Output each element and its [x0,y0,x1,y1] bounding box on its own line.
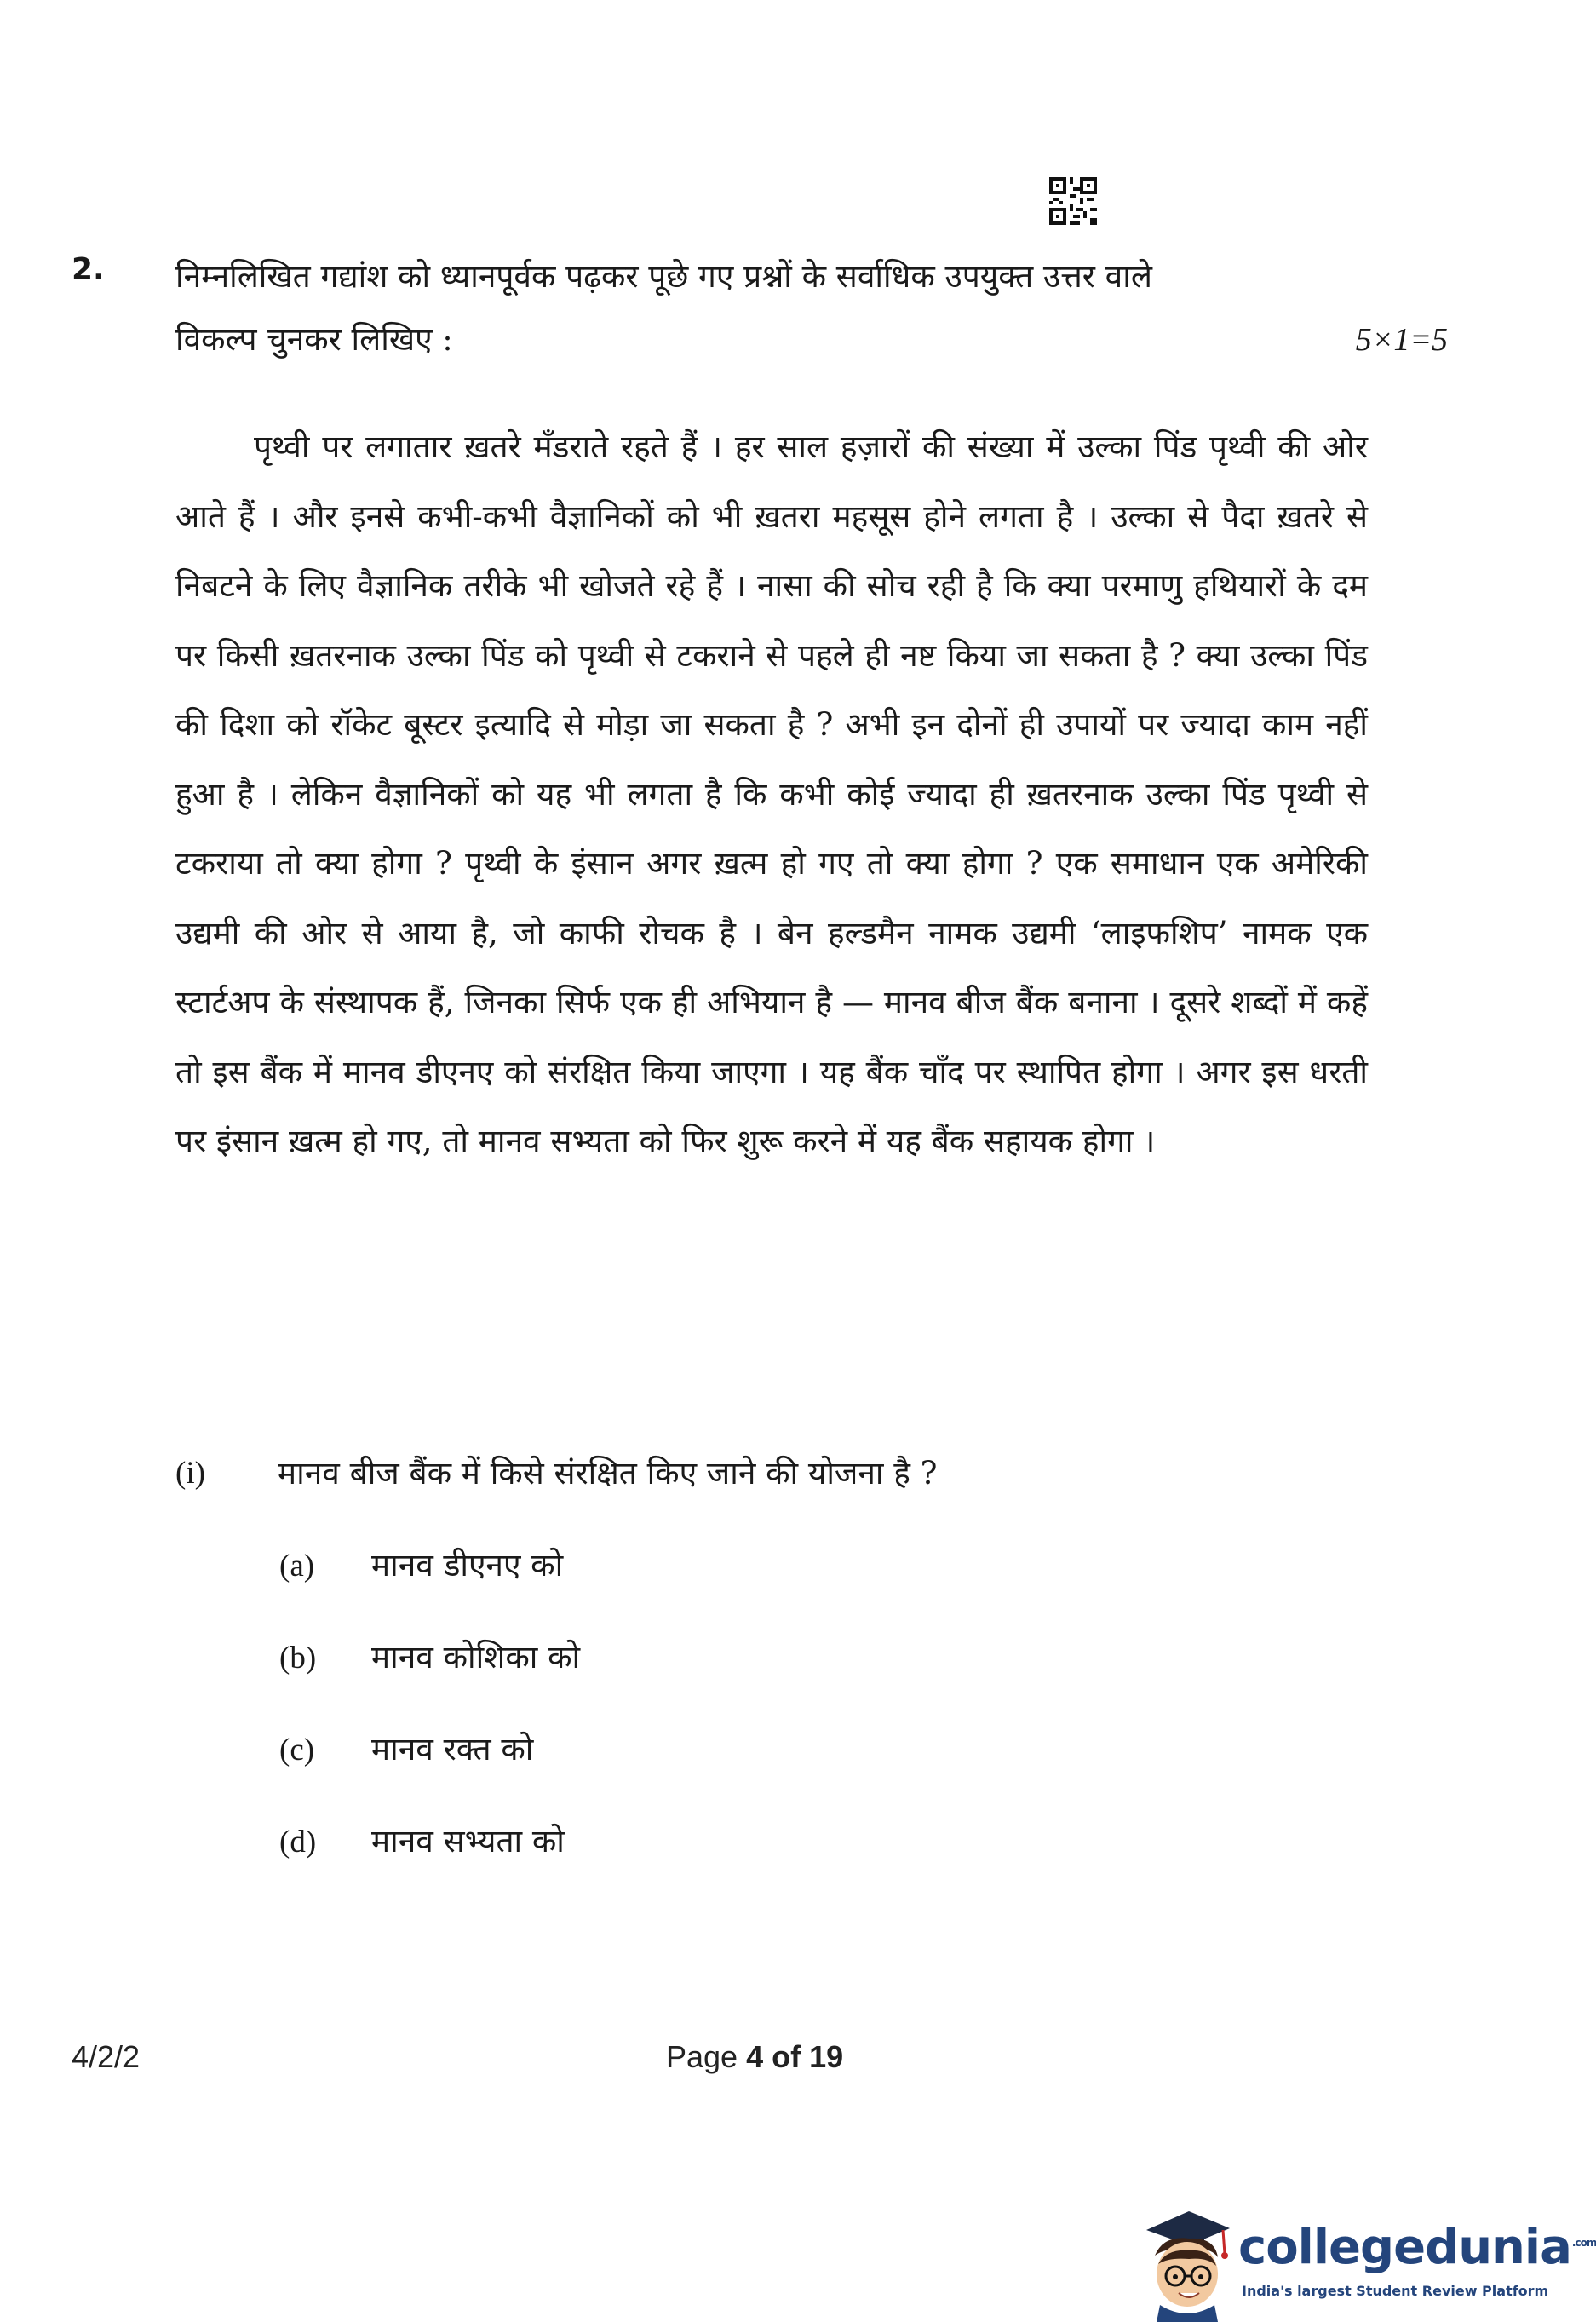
question-number: 2. [72,252,105,287]
option-text: मानव रक्त को [371,1731,534,1767]
brand-tagline: India's largest Student Review Platform [1242,2283,1549,2299]
brand-name [1238,2220,1596,2275]
sub-question-text: मानव बीज बैंक में किसे संरक्षित किए जाने की योजना है ? [278,1455,938,1491]
page-total: 19 [809,2039,844,2074]
passage-text: पृथ्वी पर लगातार ख़तरे मँडराते रहते हैं । हर साल हज़ारों की संख्या में उल्का पिंड पृथ्वी की ओर आते हैं । और इनसे कभी-कभी वैज्ञानिकों को भी ख़तरा महसूस होने लगता है । उल्का से पैदा ख़तरे से निबटने के लिए वैज्ञानिक तरीके भी खोजते रहे हैं । नासा की सोच रही है कि क्या परमाणु हथियारों के दम पर किसी ख़तरनाक उल्का पिंड को पृथ्वी से टकराने से पहले ही नष्ट किया जा सकता है ? क्या उल्का पिंड की दिशा को रॉकेट बूस्टर इत्यादि से मोड़ा जा सकता है ? अभी इन दोनों ही उपायों पर ज्यादा काम नहीं हुआ है । लेकिन वैज्ञानिकों को यह भी लगता है कि कभी कोई ज्यादा ही ख़तरनाक उल्का पिंड पृथ्वी से टकराया तो क्या होगा ? पृथ्वी के इंसान अगर ख़त्म हो गए तो क्या होगा ? एक समाधान एक अमेरिकी उद्यमी की ओर से आया है, जो काफी रोचक है । बेन हल्डमैन नामक उद्यमी ‘लाइफशिप’ नामक एक स्टार्टअप के संस्थापक हैं, जिनका सिर्फ एक ही अभियान है — मानव बीज बैंक बनाना । दूसरे शब्दों में कहें तो इस बैंक में मानव डीएनए को संरक्षित किया जाएगा । यह बैंक चाँद पर स्थापित होगा । अगर इस धरती पर इंसान ख़त्म हो गए, तो मानव सभ्यता को फिर शुरू करने में यह बैंक सहायक होगा । [175,428,1368,1159]
page-of: of [772,2039,801,2074]
option-a [279,1540,563,1592]
option-text: मानव कोशिका को [371,1639,581,1675]
brand-suffix: .com [1571,2237,1596,2250]
page-prefix: Page [666,2039,738,2074]
option-label: (a) [279,1549,315,1583]
question-instruction [175,245,1448,371]
qr-code-icon [1049,177,1097,225]
option-text: मानव सभ्यता को [371,1823,565,1859]
student-mascot-icon [1129,2204,1238,2322]
option-d [279,1816,565,1868]
instruction-line-1: निम्नलिखित गद्यांश को ध्यानपूर्वक पढ़कर पूछे गए प्रश्नों के सर्वाधिक उपयुक्त उत्तर वाले [175,258,1152,295]
option-label: (b) [279,1641,317,1675]
option-label: (c) [279,1733,315,1767]
brand-text: collegedunia [1238,2220,1571,2275]
page-number [666,2039,843,2075]
option-b [279,1632,580,1684]
option-text: मानव डीएनए को [371,1547,564,1583]
option-c [279,1724,533,1776]
instruction-line-2: विकल्प चुनकर लिखिए : [175,321,453,358]
option-label: (d) [279,1825,317,1859]
marks-label: 5×1=5 [1355,322,1448,358]
collegedunia-watermark [1129,2204,1596,2322]
paper-code: 4/2/2 [72,2039,141,2074]
sub-question-number: (i) [175,1456,205,1491]
instruction-line-2-row [175,308,1448,371]
page-current: 4 [746,2039,764,2074]
